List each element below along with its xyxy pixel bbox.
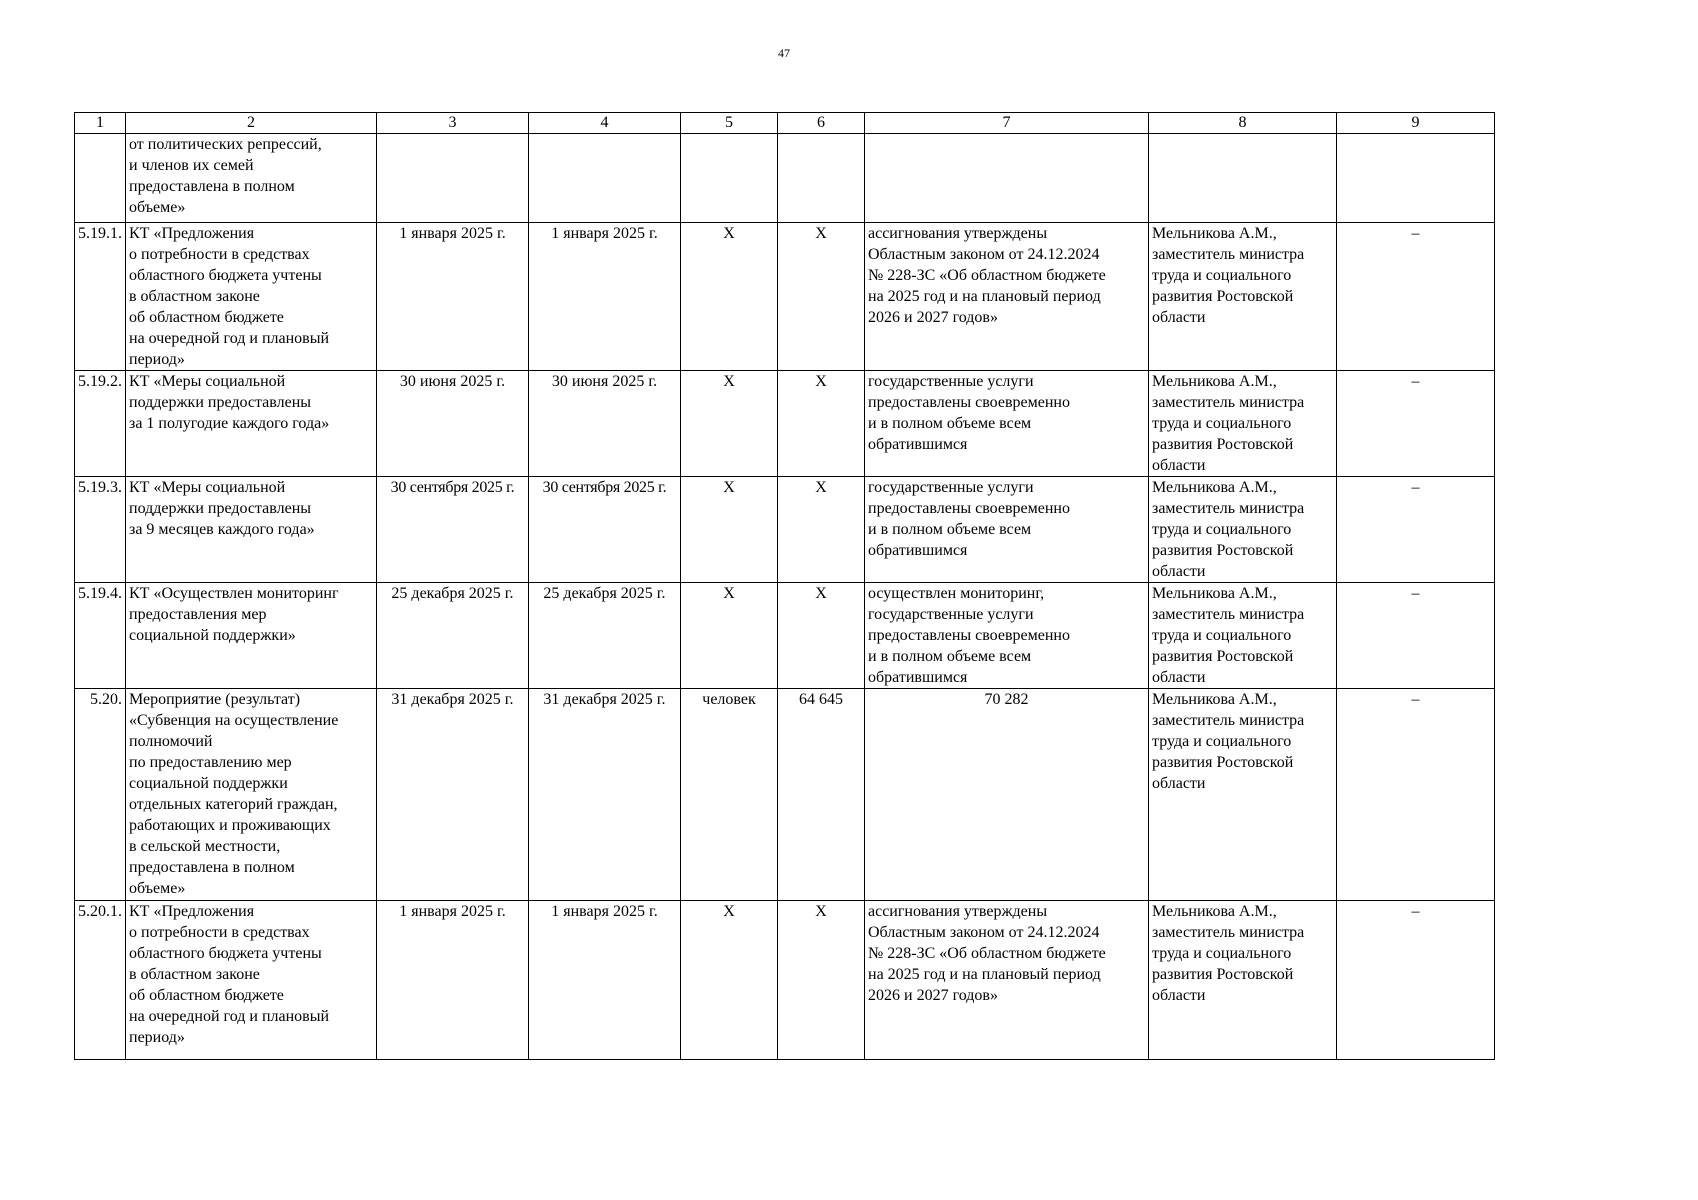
- table-row: [75, 477, 1495, 583]
- header-cell: 1: [75, 113, 126, 134]
- row-description: 70 282: [865, 689, 1149, 901]
- row-responsible: Мельникова А.М., заместитель министра труда и социального развития Ростовской области: [1149, 689, 1337, 901]
- row-number: 5.20.1.: [75, 901, 126, 1060]
- row-note: –: [1337, 689, 1495, 901]
- row-responsible: Мельникова А.М., заместитель министра труда и социального развития Ростовской области: [1149, 371, 1337, 477]
- row-description: государственные услуги предоставлены своевременно и в полном объеме всем обратившимся: [865, 477, 1149, 583]
- row-base-value: [778, 134, 865, 223]
- row-description: государственные услуги предоставлены своевременно и в полном объеме всем обратившимся: [865, 371, 1149, 477]
- row-base-value: Х: [778, 223, 865, 371]
- row-base-value: Х: [778, 477, 865, 583]
- row-note: –: [1337, 371, 1495, 477]
- row-base-value: Х: [778, 371, 865, 477]
- row-unit: человек: [681, 689, 778, 901]
- row-start-date: 1 января 2025 г.: [377, 901, 529, 1060]
- row-description: ассигнования утверждены Областным законом от 24.12.2024 № 228-ЗС «Об областном бюджете на 2025 год и на плановый период 2026 и 2027 годов»: [865, 223, 1149, 371]
- row-responsible: Мельникова А.М., заместитель министра труда и социального развития Ростовской области: [1149, 901, 1337, 1060]
- table-row: [75, 371, 1495, 477]
- row-name: КТ «Меры социальной поддержки предоставлены за 9 месяцев каждого года»: [126, 477, 377, 583]
- row-unit: Х: [681, 477, 778, 583]
- row-note: –: [1337, 901, 1495, 1060]
- row-description: осуществлен мониторинг, государственные услуги предоставлены своевременно и в полном объеме всем обратившимся: [865, 583, 1149, 689]
- table-row: [75, 689, 1495, 901]
- row-responsible: Мельникова А.М., заместитель министра труда и социального развития Ростовской области: [1149, 223, 1337, 371]
- row-start-date: 30 июня 2025 г.: [377, 371, 529, 477]
- row-note: [1337, 134, 1495, 223]
- row-end-date: 31 декабря 2025 г.: [529, 689, 681, 901]
- row-responsible: [1149, 134, 1337, 223]
- row-name: КТ «Предложения о потребности в средствах областного бюджета учтены в областном законе об областном бюджете на очередной год и плановый период»: [126, 223, 377, 371]
- row-base-value: Х: [778, 901, 865, 1060]
- header-cell: 8: [1149, 113, 1337, 134]
- header-cell: 2: [126, 113, 377, 134]
- row-unit: Х: [681, 901, 778, 1060]
- row-end-date: 30 сентября 2025 г.: [529, 477, 681, 583]
- row-number: 5.19.2.: [75, 371, 126, 477]
- row-unit: Х: [681, 583, 778, 689]
- header-row: [75, 113, 1495, 134]
- header-cell: 7: [865, 113, 1149, 134]
- row-end-date: 30 июня 2025 г.: [529, 371, 681, 477]
- header-cell: 6: [778, 113, 865, 134]
- page-number: 47: [778, 46, 790, 60]
- row-start-date: 1 января 2025 г.: [377, 223, 529, 371]
- row-note: –: [1337, 477, 1495, 583]
- row-start-date: 31 декабря 2025 г.: [377, 689, 529, 901]
- row-end-date: 25 декабря 2025 г.: [529, 583, 681, 689]
- header-cell: 3: [377, 113, 529, 134]
- row-number: 5.20.: [75, 689, 126, 901]
- row-responsible: Мельникова А.М., заместитель министра труда и социального развития Ростовской области: [1149, 477, 1337, 583]
- row-name: от политических репрессий, и членов их семей предоставлена в полном объеме»: [126, 134, 377, 223]
- row-number: [75, 134, 126, 223]
- row-start-date: 25 декабря 2025 г.: [377, 583, 529, 689]
- plan-table: [74, 112, 1495, 1060]
- table-row: [75, 901, 1495, 1060]
- row-number: 5.19.3.: [75, 477, 126, 583]
- row-description: ассигнования утверждены Областным законом от 24.12.2024 № 228-ЗС «Об областном бюджете на 2025 год и на плановый период 2026 и 2027 годов»: [865, 901, 1149, 1060]
- row-responsible: Мельникова А.М., заместитель министра труда и социального развития Ростовской области: [1149, 583, 1337, 689]
- row-end-date: 1 января 2025 г.: [529, 901, 681, 1060]
- row-base-value: 64 645: [778, 689, 865, 901]
- table-row: [75, 134, 1495, 223]
- row-description: [865, 134, 1149, 223]
- row-note: –: [1337, 583, 1495, 689]
- row-end-date: [529, 134, 681, 223]
- row-unit: Х: [681, 371, 778, 477]
- header-cell: 9: [1337, 113, 1495, 134]
- table-row: [75, 583, 1495, 689]
- row-start-date: 30 сентября 2025 г.: [377, 477, 529, 583]
- table-row: [75, 223, 1495, 371]
- row-name: КТ «Осуществлен мониторинг предоставления мер социальной поддержки»: [126, 583, 377, 689]
- row-name: КТ «Меры социальной поддержки предоставлены за 1 полугодие каждого года»: [126, 371, 377, 477]
- row-unit: Х: [681, 223, 778, 371]
- row-name: Мероприятие (результат) «Субвенция на осуществление полномочий по предоставлению мер социальной поддержки отдельных категорий граждан, работающих и проживающих в сельской местности, предоставлена в полном объеме»: [126, 689, 377, 901]
- row-base-value: Х: [778, 583, 865, 689]
- header-cell: 4: [529, 113, 681, 134]
- row-start-date: [377, 134, 529, 223]
- row-number: 5.19.4.: [75, 583, 126, 689]
- row-note: –: [1337, 223, 1495, 371]
- row-name: КТ «Предложения о потребности в средствах областного бюджета учтены в областном законе об областном бюджете на очередной год и плановый период»: [126, 901, 377, 1060]
- row-end-date: 1 января 2025 г.: [529, 223, 681, 371]
- row-number: 5.19.1.: [75, 223, 126, 371]
- row-unit: [681, 134, 778, 223]
- header-cell: 5: [681, 113, 778, 134]
